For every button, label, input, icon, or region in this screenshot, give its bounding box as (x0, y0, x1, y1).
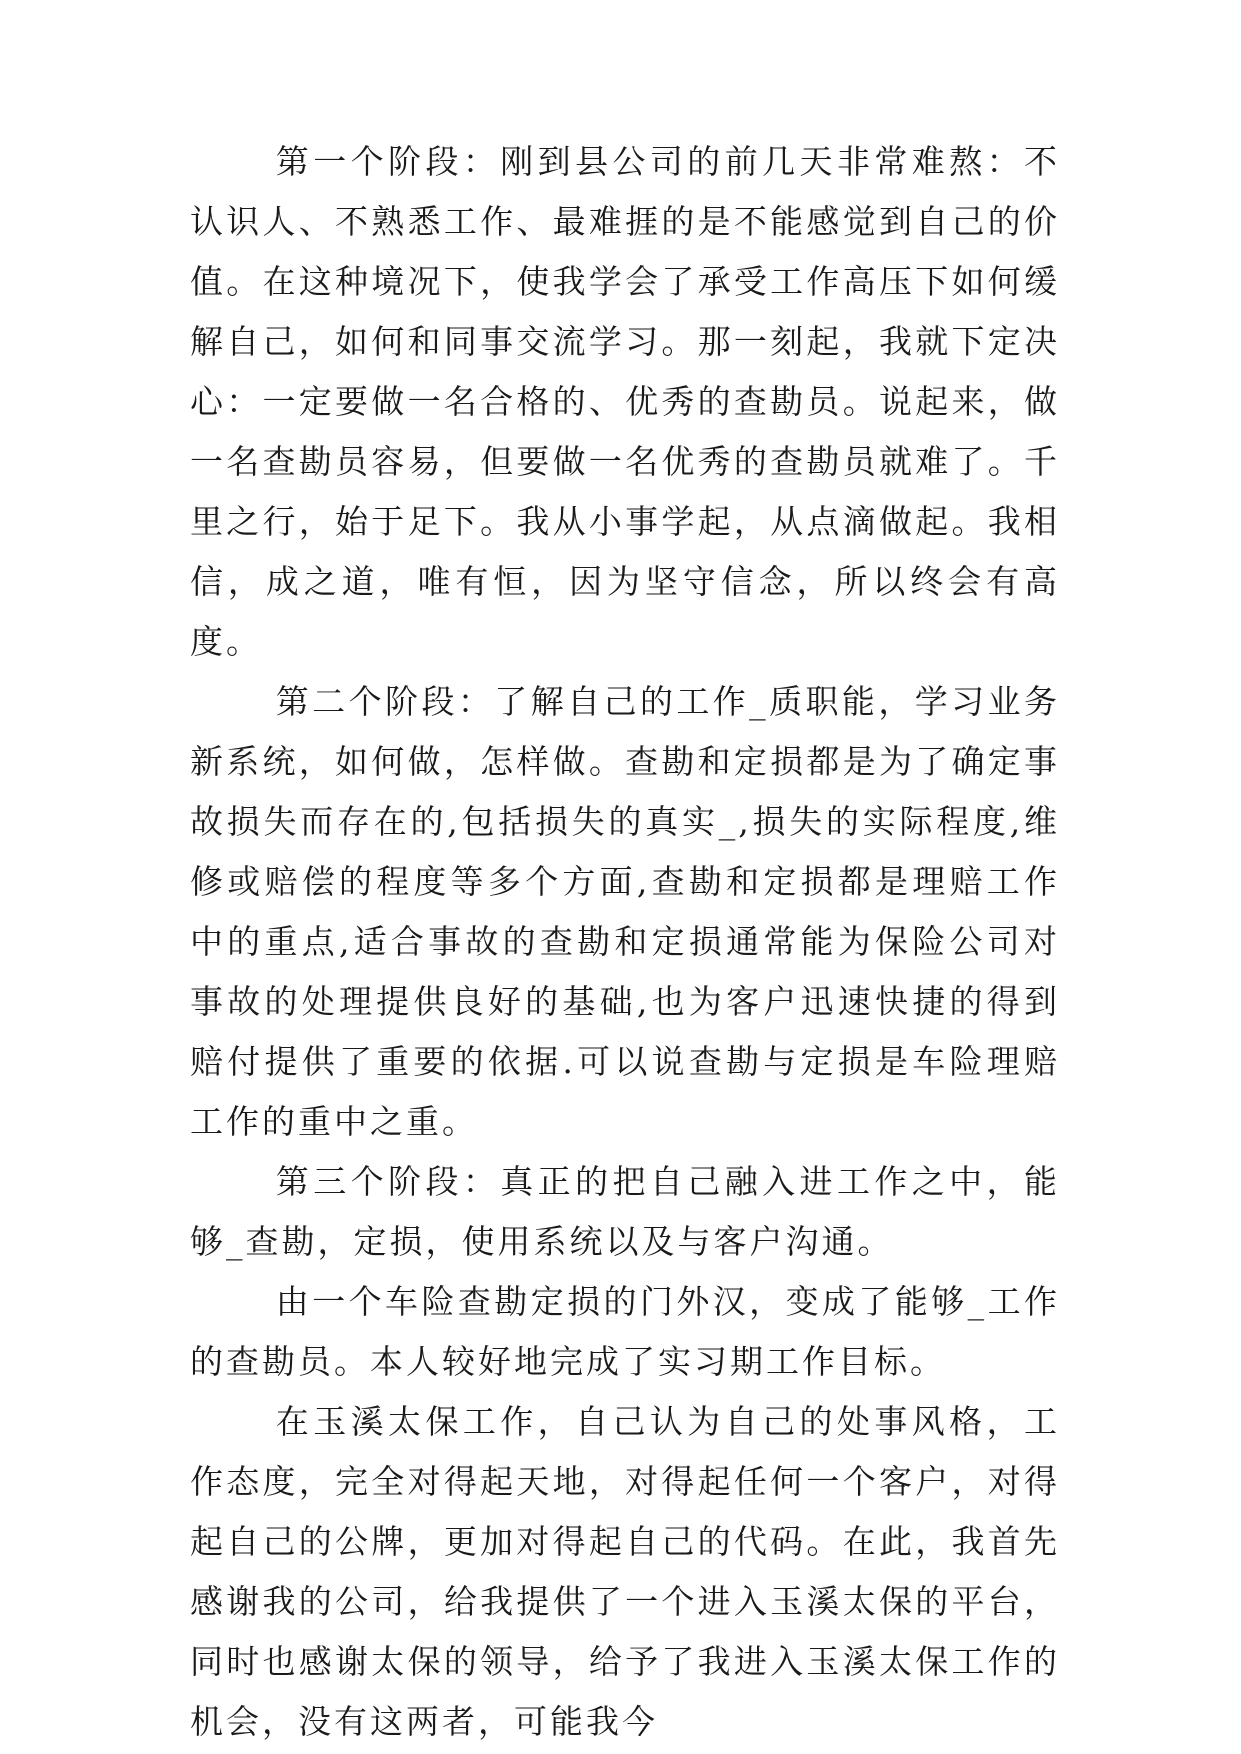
paragraph-stage-two: 第二个阶段：了解自己的工作_质职能，学习业务新系统，如何做，怎样做。查勘和定损都是为了确定事故损失而存在的,包括损失的真实_,损失的实际程度,维修或赔偿的程度等多个方面,查勘和定损都是理赔工作中的重点,适合事故的查勘和定损通常能为保险公司对事故的处理提供良好的基础,也为客户迅速快捷的得到赔付提供了重要的依据.可以说查勘与定损是车险理赔工作的重中之重。 (190, 682, 1060, 1141)
paragraph-gratitude: 在玉溪太保工作，自己认为自己的处事风格，工作态度，完全对得起天地，对得起任何一个客户，对得起自己的公牌，更加对得起自己的代码。在此，我首先感谢我的公司，给我提供了一个进入玉溪太保的平台，同时也感谢太保的领导，给予了我进入玉溪太保工作的机会，没有这两者，可能我今 (190, 1402, 1060, 1741)
paragraph-transition: 由一个车险查勘定损的门外汉，变成了能够_工作的查勘员。本人较好地完成了实习期工作目标。 (190, 1282, 1060, 1381)
document-body (190, 132, 1060, 1752)
paragraph-stage-three: 第三个阶段：真正的把自己融入进工作之中，能够_查勘，定损，使用系统以及与客户沟通。 (190, 1162, 1060, 1261)
paragraph-stage-one: 第一个阶段：刚到县公司的前几天非常难熬：不认识人、不熟悉工作、最难捱的是不能感觉到自己的价值。在这种境况下，使我学会了承受工作高压下如何缓解自己，如何和同事交流学习。那一刻起，我就下定决心：一定要做一名合格的、优秀的查勘员。说起来，做一名查勘员容易，但要做一名优秀的查勘员就难了。千里之行，始于足下。我从小事学起，从点滴做起。我相信，成之道，唯有恒，因为坚守信念，所以终会有高度。 (190, 142, 1060, 661)
